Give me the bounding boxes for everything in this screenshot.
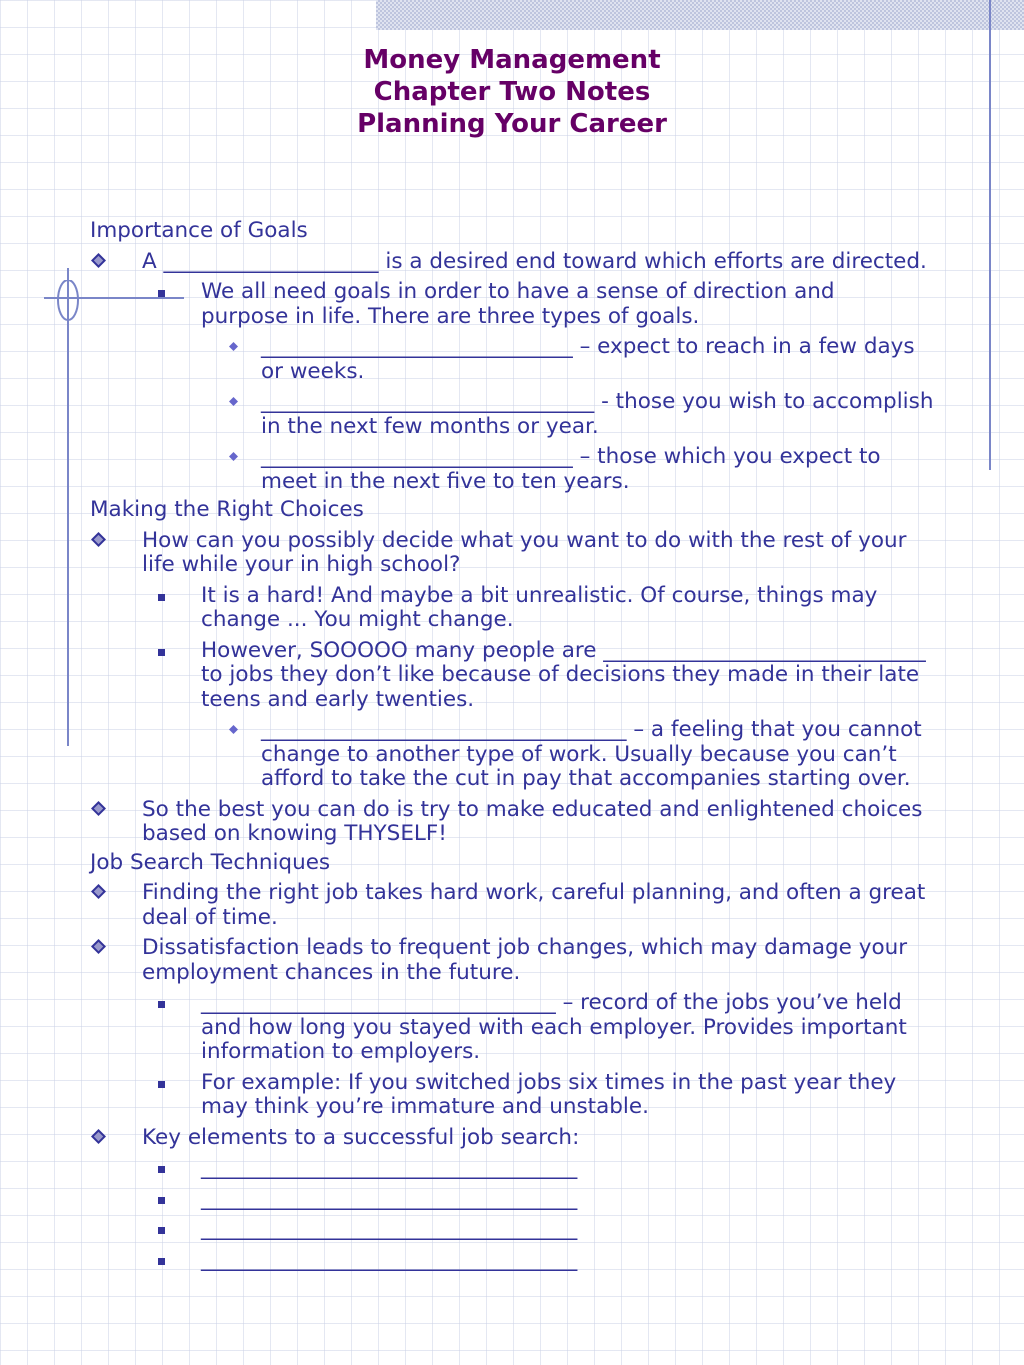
section-heading: Making the Right Choices <box>90 497 364 522</box>
list-item <box>0 335 1024 384</box>
list-item <box>0 529 1024 578</box>
small-diamond-bullet-icon <box>229 342 238 351</box>
blank-line-item <box>0 1248 1024 1273</box>
square-bullet-icon <box>158 594 165 601</box>
list-item-text: Finding the right job takes hard work, careful planning, and often a great deal of time. <box>142 880 926 930</box>
diamond-bullet-icon <box>91 801 106 816</box>
list-item <box>0 991 1024 1065</box>
square-bullet-icon <box>158 1227 165 1234</box>
list-item <box>0 250 1024 275</box>
square-bullet-icon <box>158 1258 165 1265</box>
list-item <box>0 390 1024 439</box>
list-item <box>0 639 1024 713</box>
square-bullet-icon <box>158 1081 165 1088</box>
list-item <box>0 280 1024 329</box>
diamond-bullet-icon <box>91 1129 106 1144</box>
blank-line-item <box>0 1156 1024 1181</box>
section-heading: Job Search Techniques <box>90 849 331 875</box>
diamond-bullet-icon <box>91 884 106 899</box>
blank-line: ___________________________________ <box>201 1246 578 1272</box>
page-title <box>0 44 1024 140</box>
blank-line: ___________________________________ <box>201 1155 578 1180</box>
list-item <box>0 1126 1024 1151</box>
notes-body <box>0 219 1024 1272</box>
blank-line-item <box>0 1187 1024 1212</box>
list-item-text: How can you possibly decide what you want to do with the rest of your life while your in high school? <box>142 527 907 577</box>
list-item-text: For example: If you switched jobs six times in the past year they may think you’re immature and unstable. <box>201 1069 897 1119</box>
list-item-text: _____________________________ – those which you expect to meet in the next five to ten years. <box>261 444 881 494</box>
diamond-bullet-icon <box>91 532 106 547</box>
square-bullet-icon <box>158 1001 165 1008</box>
list-item <box>0 798 1024 847</box>
square-bullet-icon <box>158 290 165 297</box>
list-item <box>0 445 1024 494</box>
list-item-text: It is a hard! And maybe a bit unrealistic. Of course, things may change ... You might change. <box>201 582 878 632</box>
diamond-bullet-icon <box>91 939 106 954</box>
list-item-text: So the best you can do is try to make educated and enlightened choices based on knowing THYSELF! <box>142 796 923 846</box>
list-item-text: _____________________________ – expect to reach in a few days or weeks. <box>261 334 915 384</box>
list-item <box>0 936 1024 985</box>
blank-line: ___________________________________ <box>201 1216 578 1241</box>
list-item <box>0 881 1024 930</box>
list-item <box>0 718 1024 792</box>
header-pattern-band <box>376 0 1024 30</box>
list-item-text: __________________________________ – a feeling that you cannot change to another type of work. Usually because you can’t afford to take the cut in pay that accompanies starting over. <box>261 717 922 791</box>
small-diamond-bullet-icon <box>229 452 238 461</box>
small-diamond-bullet-icon <box>229 397 238 406</box>
small-diamond-bullet-icon <box>229 725 238 734</box>
list-item <box>0 584 1024 633</box>
list-item-text: Dissatisfaction leads to frequent job changes, which may damage your employment chances in the future. <box>142 935 908 985</box>
square-bullet-icon <box>158 649 165 656</box>
section-heading: Importance of Goals <box>90 218 308 243</box>
title-line-2: Chapter Two Notes <box>373 77 651 107</box>
list-item <box>0 1071 1024 1120</box>
list-item-text: Key elements to a successful job search: <box>142 1124 580 1150</box>
title-line-1: Money Management <box>363 45 661 75</box>
list-item-text: A ____________________ is a desired end toward which efforts are directed. <box>142 248 927 274</box>
title-line-3: Planning Your Career <box>357 109 667 139</box>
diamond-bullet-icon <box>91 253 106 268</box>
square-bullet-icon <box>158 1166 165 1173</box>
list-item-text: We all need goals in order to have a sense of direction and purpose in life. There are three types of goals. <box>201 279 835 329</box>
blank-line: ___________________________________ <box>201 1185 578 1211</box>
blank-line-item <box>0 1217 1024 1242</box>
list-item-text: _______________________________ - those you wish to accomplish in the next few months or year. <box>261 389 934 439</box>
list-item-text: _________________________________ – record of the jobs you’ve held and how long you stayed with each employer. Provides important information to employers. <box>201 990 907 1064</box>
square-bullet-icon <box>158 1197 165 1204</box>
list-item-text: However, SOOOOO many people are ______________________________ to jobs they don’t like because of decisions they made in their late teens and early twenties. <box>201 637 926 712</box>
